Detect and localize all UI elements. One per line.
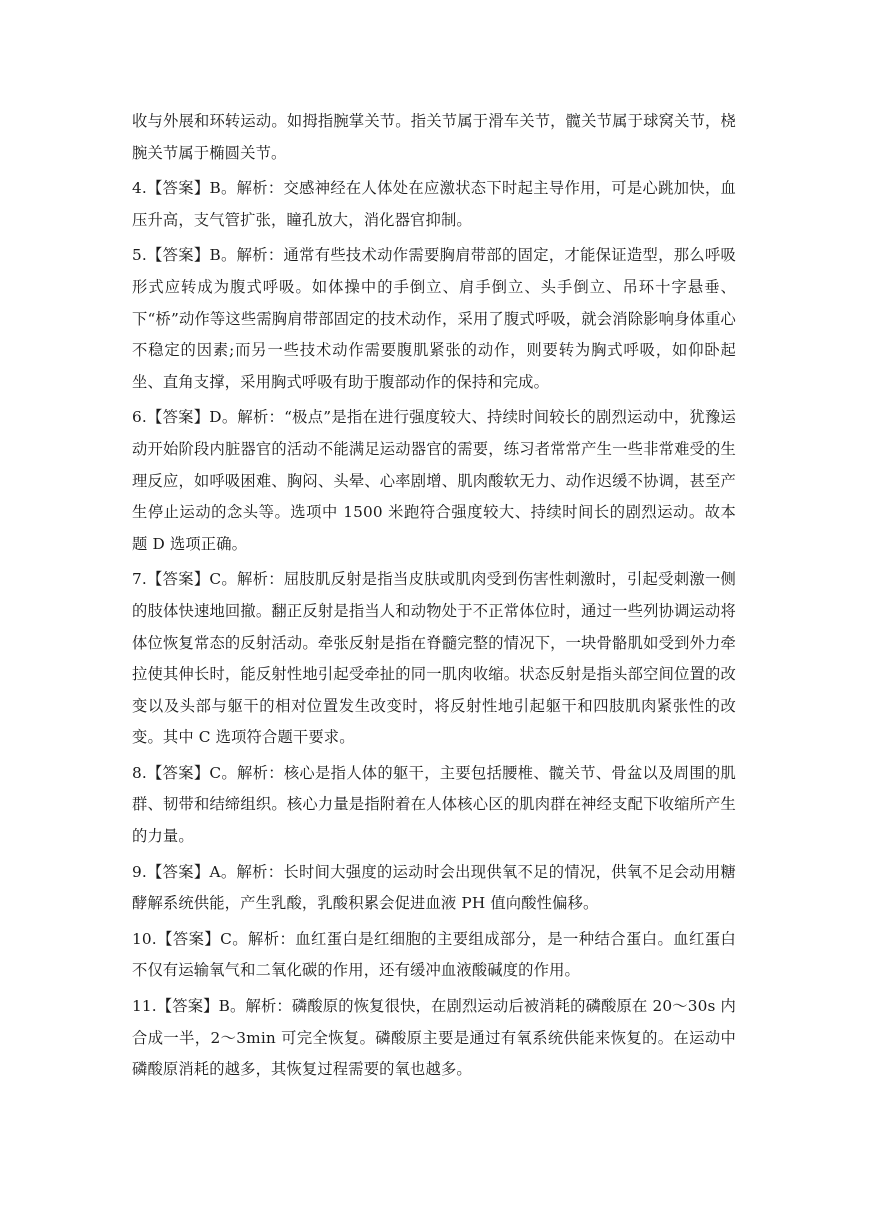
paragraph-continuation: 收与外展和环转运动。如拇指腕掌关节。指关节属于滑车关节，髋关节属于球窝关节，桡腕关节属于椭圆关节。 bbox=[132, 112, 736, 162]
answer-5-paragraph: 5.【答案】B。解析：通常有些技术动作需要胸肩带部的固定，才能保证造型，那么呼吸形式应转成为腹式呼吸。如体操中的手倒立、肩手倒立、头手倒立、吊环十字悬垂、下“桥”动作等这些需胸肩带部固定的技术动作，采用了腹式呼吸，就会消除影响身体重心不稳定的因素;而另一些技术动作需要腹肌紧张的动作，则要转为胸式呼吸，如仰卧起坐、直角支撑，采用胸式呼吸有助于腹部动作的保持和完成。 bbox=[132, 246, 736, 391]
answer-10-paragraph: 10.【答案】C。解析：血红蛋白是红细胞的主要组成部分，是一种结合蛋白。血红蛋白不仅有运输氧气和二氧化碳的作用，还有缓冲血液酸碱度的作用。 bbox=[132, 929, 736, 980]
answer-8-paragraph: 8.【答案】C。解析：核心是指人体的躯干，主要包括腰椎、髋关节、骨盆以及周围的肌群、韧带和结缔组织。核心力量是指附着在人体核心区的肌肉群在神经支配下收缩所产生的力量。 bbox=[132, 763, 736, 846]
answer-7-paragraph: 7.【答案】C。解析：屈肢肌反射是指当皮肤或肌肉受到伤害性刺激时，引起受刺激一侧的肢体快速地回撤。翻正反射是指当人和动物处于不正常体位时，通过一些列协调运动将体位恢复常态的反射活动。牵张反射是指在脊髓完整的情况下，一块骨骼肌如受到外力牵拉使其伸长时，能反射性地引起受牵扯的同一肌肉收缩。状态反射是指头部空间位置的改变以及头部与躯干的相对位置发生改变时，将反射性地引起躯干和四肢肌肉紧张性的改变。其中 C 选项符合题干要求。 bbox=[132, 570, 736, 747]
answer-explanations bbox=[132, 106, 736, 1090]
answer-9-paragraph: 9.【答案】A。解析：长时间大强度的运动时会出现供氧不足的情况，供氧不足会动用糖酵解系统供能，产生乳酸，乳酸积累会促进血液 PH 值向酸性偏移。 bbox=[132, 862, 736, 913]
answer-11-paragraph: 11.【答案】B。解析：磷酸原的恢复很快，在剧烈运动后被消耗的磷酸原在 20～30s 内合成一半，2～3min 可完全恢复。磷酸原主要是通过有氧系统供能来恢复的。在运动中磷酸原消耗的越多，其恢复过程需要的氧也越多。 bbox=[132, 997, 736, 1079]
answer-6-paragraph: 6.【答案】D。解析：“极点”是指在进行强度较大、持续时间较长的剧烈运动中，犹豫运动开始阶段内脏器官的活动不能满足运动器官的需要，练习者常常产生一些非常难受的生理反应，如呼吸困难、胸闷、头晕、心率剧增、肌肉酸软无力、动作迟缓不协调，甚至产生停止运动的念头等。选项中 1500 米跑符合强度较大、持续时间长的剧烈运动。故本题 D 选项正确。 bbox=[132, 408, 736, 553]
answer-4-paragraph: 4.【答案】B。解析：交感神经在人体处在应激状态下时起主导作用，可是心跳加快，血压升高，支气管扩张，瞳孔放大，消化器官抑制。 bbox=[132, 179, 736, 229]
